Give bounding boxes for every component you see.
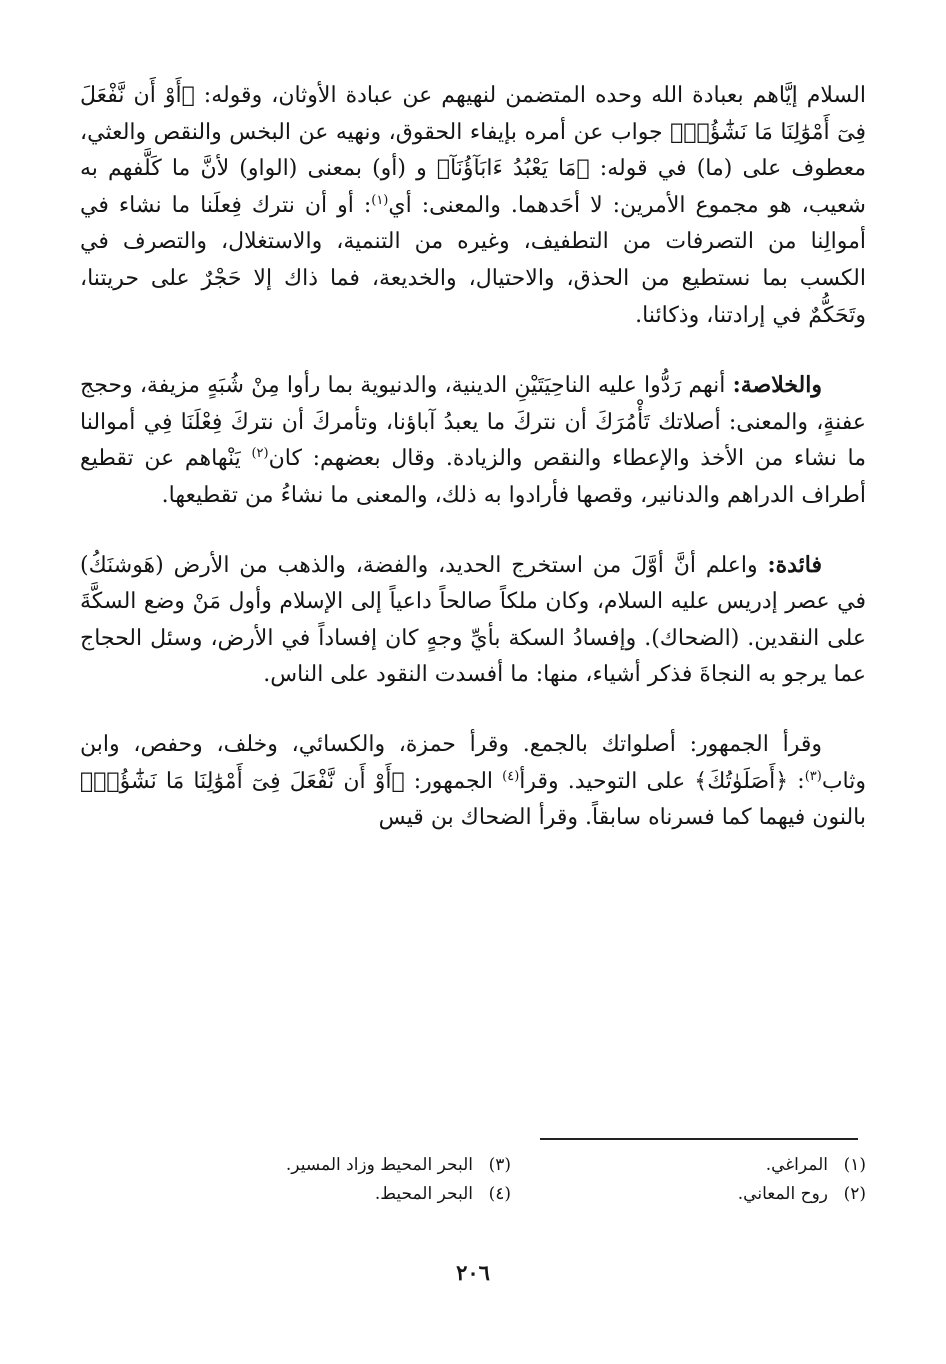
readings-text-b: : ﴿أَصَلَوٰتُكَ﴾ على التوحيد. وقرأ (519, 768, 805, 794)
footnote-3 (91, 1152, 511, 1181)
footnote-row (80, 1152, 866, 1181)
footnote-ref-4[interactable]: (٤) (502, 768, 520, 784)
footnote-4 (91, 1181, 511, 1210)
footnote-separator (540, 1138, 858, 1140)
footnote-ref-1[interactable]: (١) (371, 192, 389, 208)
paragraph1-text: السلام إيَّاهم بعبادة الله وحده المتضمن لنهيهم عن عبادة الأوثان، وقوله: ﴿أَوْ أَن نَّفْعَلَ فِىٓ أَمْوَٰلِنَا مَا نَشَٰٓؤُا۟﴾ جواب عن أمره بإيفاء الحقوق، ونهيه عن البخس والنقص والعثي، معطوف على (ما) في قوله: ﴿مَا يَعْبُدُ ءَابَآؤُنَآ﴾ و (أو) بمعنى (الواو) لأنَّ ما كَلَّفهم به شعيب، هو مجموع الأمرين: لا أحَدهما. والمعنى: أي (80, 83, 866, 218)
footnote-number: (١) (843, 1155, 866, 1175)
footnote-text: المراغي. (765, 1155, 828, 1175)
footnote-ref-2[interactable]: (٢) (251, 446, 269, 462)
paragraph1-tail: : أو أن نترك فِعلَنا ما نشاء في أموالِنا من التصرفات من التطفيف، وغيره من التنمية، والاستغلال، والتصرف في الكسب بما نستطيع من الحذق، والاحتيال، والخديعة، فما ذاك إلا حَجْرٌ على حريتنا، وتَحَكُّمٌ في إرادتنا، وذكائنا. (80, 192, 866, 328)
footnote-number: (٢) (843, 1184, 866, 1204)
readings-text-c: الجمهور: ﴿أَوْ أَن نَّفْعَلَ فِىٓ أَمْوَٰلِنَا مَا نَشَٰٓؤُا۟﴾ بالنون فيهما كما فسرناه سابقاً. وقرأ الضحاك بن قيس (80, 768, 866, 831)
paragraph-commentary (80, 78, 866, 334)
footnote-row (80, 1181, 866, 1210)
paragraph-benefit (80, 547, 866, 694)
page-number: ٢٠٦ (456, 1260, 490, 1285)
summary-text-b: يَنْهاهم عن تقطيع أطراف الدراهم والدنانير، وقصها فأرادوا به ذلك، والمعنى ما نشاءُ من تقطيعها. (80, 446, 866, 508)
footnote-2 (511, 1181, 866, 1210)
footnote-text: البحر المحيط وزاد المسير. (285, 1155, 473, 1175)
footnote-1 (511, 1152, 866, 1181)
page-body (80, 78, 866, 837)
footnote-ref-3[interactable]: (٣) (804, 768, 822, 784)
footnotes (80, 1152, 866, 1210)
paragraph-readings (80, 727, 866, 837)
benefit-text: واعلم أنَّ أوَّلَ من استخرج الحديد، والفضة، والذهب من الأرض (هَوشنَكُ) في عصر إدريس عليه السلام، وكان ملكاً صالحاً داعياً إلى الإسلام وأول مَنْ وضع السكَّةَ على النقدين. (الضحاك). وإفسادُ السكة بأيِّ وجهٍ كان إفساداً في الأرض، وسئل الحجاج عما يرجو به النجاةَ فذكر أشياء، منها: ما أفسدت النقود على الناس. (80, 552, 866, 688)
readings-text-a: وقرأ الجمهور: أصلواتك بالجمع. وقرأ حمزة، والكسائي، وخلف، وحفص، وابن وثاب (80, 731, 867, 794)
summary-text-a: أنهم رَدُّوا عليه الناحِيَتَيْنِ الدينية، والدنيوية بما رأوا مِنْ شُبَهٍ مزيفة، وحجج عفنةٍ، والمعنى: أصلاتك تَأْمُرَكَ أن نتركَ ما يعبدُ آباؤنا، وتأمركَ أن نتركَ فِعْلَنَا فِي أموالنا ما نشاء من الأخذ والإعطاء والنقص والزيادة. وقال بعضهم: كان (80, 373, 866, 472)
footnote-text: روح المعاني. (737, 1184, 828, 1204)
benefit-label: فائدة: (767, 551, 822, 578)
footnote-number: (٣) (488, 1155, 511, 1175)
paragraph-summary (80, 367, 866, 514)
summary-label: والخلاصة: (732, 372, 822, 399)
footnote-number: (٤) (488, 1184, 511, 1204)
footnote-text: البحر المحيط. (374, 1184, 473, 1204)
